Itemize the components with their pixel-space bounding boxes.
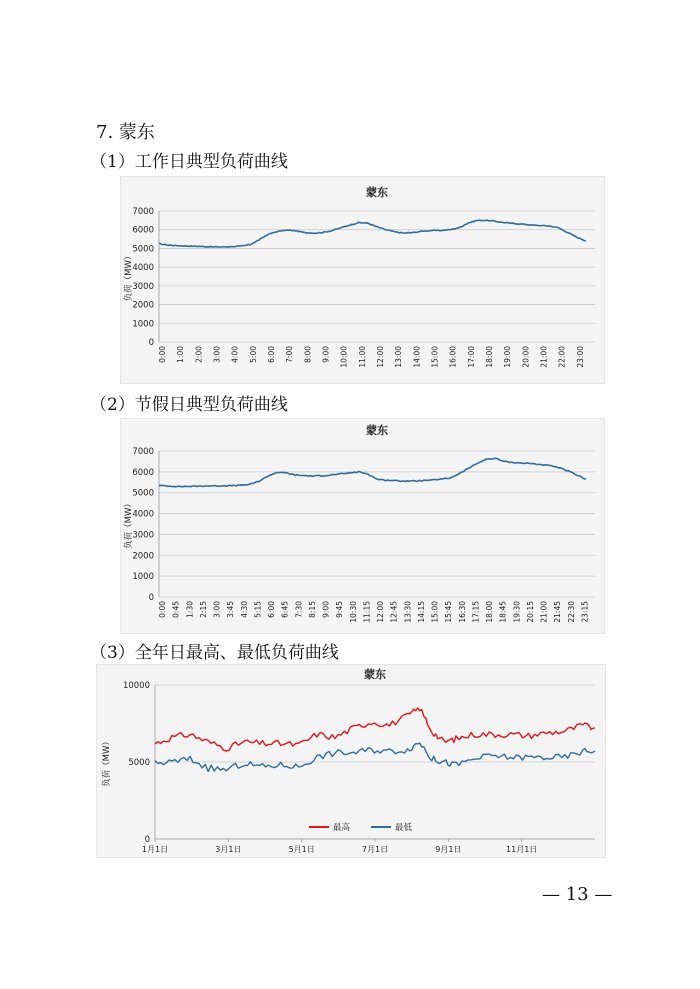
y-tick-label: 0 (144, 835, 150, 845)
y-tick-label: 4000 (132, 263, 154, 274)
x-tick-label: 21:00 (539, 601, 549, 623)
x-tick-label: 12:00 (376, 346, 385, 368)
legend-label: 最高 (333, 823, 351, 833)
y-tick-label: 2000 (132, 300, 154, 311)
y-axis-label: 负荷（MW） (124, 251, 134, 302)
x-tick-label: 1:30 (185, 601, 195, 618)
x-tick-label: 10:30 (348, 601, 358, 623)
y-axis-label: 负荷（MW） (124, 499, 134, 549)
y-tick-label: 7000 (132, 207, 154, 217)
x-tick-label: 8:00 (303, 346, 313, 363)
subheading-holiday: （2）节假日典型负荷曲线 (90, 395, 288, 415)
x-tick-label: 13:00 (394, 346, 404, 368)
x-tick-label: 4:00 (230, 346, 240, 363)
y-tick-label: 0 (148, 338, 154, 348)
x-tick-label: 7:00 (285, 346, 295, 363)
y-tick-label: 6000 (132, 225, 154, 236)
y-tick-label: 2000 (132, 551, 154, 562)
y-tick-label: 1000 (132, 572, 154, 583)
y-tick-label: 3000 (132, 281, 154, 292)
x-tick-label: 9月1日 (435, 845, 462, 854)
x-tick-label: 18:45 (498, 601, 508, 623)
x-tick-label: 10:00 (339, 346, 349, 368)
x-tick-label: 21:45 (553, 601, 563, 623)
x-tick-label: 20:00 (521, 346, 531, 368)
x-tick-label: 3月1日 (215, 845, 242, 854)
y-tick-label: 5000 (132, 488, 154, 499)
x-tick-label: 9:45 (335, 601, 345, 618)
x-tick-label: 6:00 (267, 346, 276, 363)
y-tick-label: 6000 (132, 467, 154, 478)
subheading-workday: （1）工作日典型负荷曲线 (90, 152, 288, 172)
section-title: 7. 蒙东 (96, 122, 155, 143)
x-tick-label: 1月1日 (141, 845, 169, 854)
x-tick-label: 22:00 (557, 346, 567, 368)
x-tick-label: 15:00 (430, 346, 440, 368)
x-tick-label: 21:00 (539, 346, 549, 368)
page-number: — 13 — (542, 884, 613, 905)
x-tick-label: 11:15 (362, 601, 372, 623)
x-tick-label: 9:00 (321, 346, 331, 363)
x-tick-label: 0:00 (158, 346, 167, 363)
x-tick-label: 3:45 (226, 601, 236, 618)
chart-annual (96, 664, 606, 858)
y-tick-label: 7000 (132, 447, 154, 457)
x-tick-label: 22:30 (566, 601, 576, 623)
series-line (159, 220, 586, 247)
x-tick-label: 23:15 (580, 601, 590, 623)
y-axis-label: 负荷（MW） (102, 737, 112, 787)
chart-holiday (120, 418, 605, 634)
chart-annual-svg (97, 665, 605, 857)
x-tick-label: 6:00 (267, 601, 276, 618)
x-tick-label: 5月1日 (288, 845, 315, 854)
x-tick-label: 18:00 (485, 346, 494, 368)
chart-title: 蒙东 (364, 668, 386, 681)
x-tick-label: 7:30 (294, 601, 304, 618)
x-tick-label: 9:00 (321, 601, 331, 618)
x-tick-label: 17:00 (466, 346, 476, 368)
x-tick-label: 3:00 (212, 346, 222, 363)
x-tick-label: 16:00 (448, 346, 458, 368)
x-tick-label: 20:15 (525, 601, 535, 623)
x-tick-label: 2:00 (194, 346, 204, 363)
x-tick-label: 2:15 (198, 601, 208, 618)
x-tick-label: 5:00 (248, 346, 258, 363)
x-tick-label: 14:00 (412, 346, 422, 368)
x-tick-label: 15:00 (430, 601, 440, 623)
x-tick-label: 1:00 (176, 346, 186, 363)
x-tick-label: 14:15 (416, 601, 426, 623)
y-tick-label: 0 (148, 593, 154, 603)
x-tick-label: 5:15 (253, 601, 263, 618)
chart-holiday-svg (121, 419, 604, 633)
y-tick-label: 3000 (132, 530, 154, 541)
x-tick-label: 13:30 (403, 601, 413, 623)
chart-title: 蒙东 (366, 424, 388, 437)
x-tick-label: 19:00 (503, 346, 513, 368)
x-tick-label: 0:00 (158, 601, 167, 618)
y-tick-label: 10000 (122, 681, 150, 691)
x-tick-label: 12:00 (376, 601, 385, 623)
y-tick-label: 5000 (128, 758, 150, 768)
x-tick-label: 18:00 (485, 601, 494, 623)
x-tick-label: 6:45 (280, 601, 290, 618)
chart-workday-svg (121, 177, 604, 383)
x-tick-label: 0:45 (171, 601, 181, 618)
y-tick-label: 1000 (132, 319, 154, 330)
x-tick-label: 4:30 (239, 601, 249, 618)
x-tick-label: 8:15 (307, 601, 317, 618)
subheading-annual: （3）全年日最高、最低负荷曲线 (90, 643, 339, 663)
series-line-max (155, 708, 595, 751)
x-tick-label: 3:00 (212, 601, 222, 618)
x-tick-label: 11:00 (357, 346, 367, 368)
x-tick-label: 17:15 (471, 601, 481, 623)
legend-label: 最低 (395, 823, 413, 833)
x-tick-label: 23:00 (575, 346, 585, 368)
x-tick-label: 11月1日 (506, 845, 538, 854)
x-tick-label: 15:45 (444, 601, 454, 623)
y-tick-label: 5000 (132, 244, 154, 255)
x-tick-label: 16:30 (457, 601, 467, 623)
y-tick-label: 4000 (132, 509, 154, 520)
chart-workday (120, 176, 605, 384)
x-tick-label: 12:45 (389, 601, 399, 623)
x-tick-label: 7月1日 (361, 845, 389, 854)
series-line (159, 458, 586, 487)
chart-title: 蒙东 (366, 186, 388, 199)
x-tick-label: 19:30 (512, 601, 522, 623)
